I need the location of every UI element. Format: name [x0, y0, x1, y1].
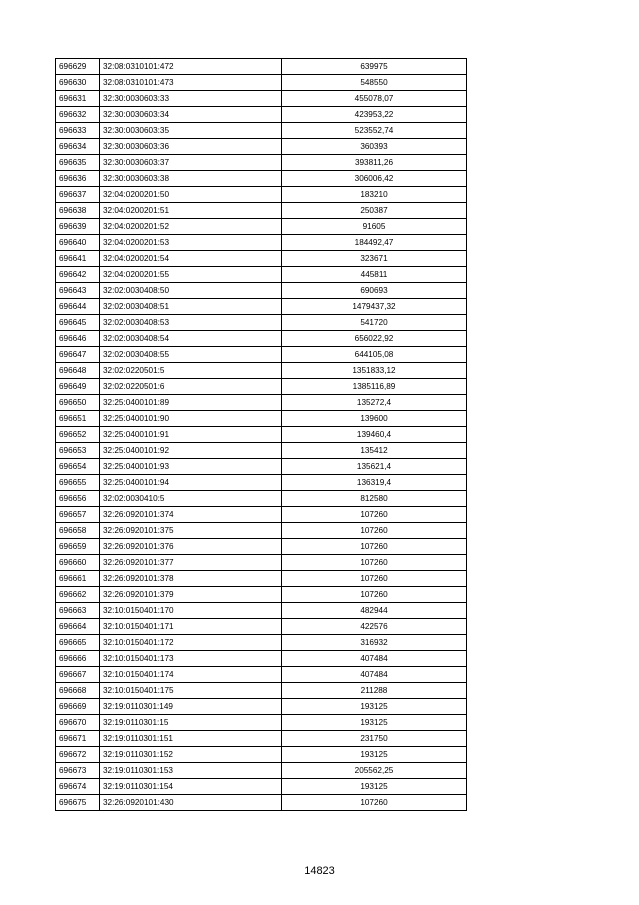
- table-row: [56, 171, 467, 187]
- cadastral-value-cell: 91605: [282, 219, 467, 235]
- row-number-cell: 696668: [56, 683, 100, 699]
- cadastral-value-cell: 250387: [282, 203, 467, 219]
- table-row: [56, 219, 467, 235]
- cadastral-number-cell: 32:26:0920101:376: [100, 539, 282, 555]
- row-number-cell: 696671: [56, 731, 100, 747]
- row-number-cell: 696669: [56, 699, 100, 715]
- cadastral-number-cell: 32:19:0110301:153: [100, 763, 282, 779]
- row-number-cell: 696672: [56, 747, 100, 763]
- row-number-cell: 696645: [56, 315, 100, 331]
- cadastral-number-cell: 32:25:0400101:94: [100, 475, 282, 491]
- cadastral-number-cell: 32:26:0920101:430: [100, 795, 282, 811]
- table-row: [56, 667, 467, 683]
- row-number-cell: 696659: [56, 539, 100, 555]
- row-number-cell: 696657: [56, 507, 100, 523]
- cadastral-value-cell: 205562,25: [282, 763, 467, 779]
- cadastral-value-cell: 107260: [282, 507, 467, 523]
- cadastral-value-cell: 323671: [282, 251, 467, 267]
- cadastral-number-cell: 32:30:0030603:38: [100, 171, 282, 187]
- row-number-cell: 696638: [56, 203, 100, 219]
- cadastral-number-cell: 32:25:0400101:89: [100, 395, 282, 411]
- cadastral-value-cell: 1479437,32: [282, 299, 467, 315]
- row-number-cell: 696633: [56, 123, 100, 139]
- cadastral-value-cell: 1351833,12: [282, 363, 467, 379]
- cadastral-value-cell: 407484: [282, 667, 467, 683]
- cadastral-number-cell: 32:02:0030408:53: [100, 315, 282, 331]
- table-row: [56, 619, 467, 635]
- cadastral-number-cell: 32:30:0030603:37: [100, 155, 282, 171]
- row-number-cell: 696641: [56, 251, 100, 267]
- cadastral-number-cell: 32:30:0030603:36: [100, 139, 282, 155]
- cadastral-value-cell: 548550: [282, 75, 467, 91]
- cadastral-number-cell: 32:19:0110301:152: [100, 747, 282, 763]
- cadastral-number-cell: 32:26:0920101:374: [100, 507, 282, 523]
- row-number-cell: 696640: [56, 235, 100, 251]
- cadastral-value-table: [55, 58, 467, 811]
- cadastral-number-cell: 32:30:0030603:34: [100, 107, 282, 123]
- cadastral-value-cell: 193125: [282, 779, 467, 795]
- cadastral-value-cell: 306006,42: [282, 171, 467, 187]
- row-number-cell: 696666: [56, 651, 100, 667]
- row-number-cell: 696646: [56, 331, 100, 347]
- cadastral-value-cell: 136319,4: [282, 475, 467, 491]
- cadastral-value-cell: 107260: [282, 555, 467, 571]
- row-number-cell: 696656: [56, 491, 100, 507]
- row-number-cell: 696667: [56, 667, 100, 683]
- cadastral-value-cell: 107260: [282, 571, 467, 587]
- row-number-cell: 696639: [56, 219, 100, 235]
- cadastral-value-cell: 107260: [282, 539, 467, 555]
- cadastral-number-cell: 32:04:0200201:52: [100, 219, 282, 235]
- cadastral-value-cell: 690693: [282, 283, 467, 299]
- row-number-cell: 696649: [56, 379, 100, 395]
- cadastral-number-cell: 32:02:0030410:5: [100, 491, 282, 507]
- row-number-cell: 696653: [56, 443, 100, 459]
- cadastral-number-cell: 32:30:0030603:35: [100, 123, 282, 139]
- cadastral-value-cell: 184492,47: [282, 235, 467, 251]
- table-row: [56, 363, 467, 379]
- table-row: [56, 715, 467, 731]
- cadastral-value-cell: 193125: [282, 747, 467, 763]
- table-row: [56, 427, 467, 443]
- table-row: [56, 683, 467, 699]
- cadastral-number-cell: 32:19:0110301:149: [100, 699, 282, 715]
- cadastral-number-cell: 32:10:0150401:170: [100, 603, 282, 619]
- table-row: [56, 299, 467, 315]
- table-body: [56, 59, 467, 811]
- table-row: [56, 347, 467, 363]
- cadastral-value-cell: 107260: [282, 795, 467, 811]
- cadastral-value-cell: 541720: [282, 315, 467, 331]
- cadastral-number-cell: 32:10:0150401:171: [100, 619, 282, 635]
- row-number-cell: 696674: [56, 779, 100, 795]
- table-row: [56, 603, 467, 619]
- cadastral-number-cell: 32:02:0220501:6: [100, 379, 282, 395]
- cadastral-number-cell: 32:10:0150401:173: [100, 651, 282, 667]
- row-number-cell: 696647: [56, 347, 100, 363]
- cadastral-number-cell: 32:25:0400101:93: [100, 459, 282, 475]
- table-row: [56, 91, 467, 107]
- cadastral-number-cell: 32:26:0920101:375: [100, 523, 282, 539]
- cadastral-number-cell: 32:25:0400101:92: [100, 443, 282, 459]
- cadastral-number-cell: 32:26:0920101:378: [100, 571, 282, 587]
- cadastral-number-cell: 32:02:0030408:54: [100, 331, 282, 347]
- cadastral-number-cell: 32:04:0200201:50: [100, 187, 282, 203]
- cadastral-number-cell: 32:08:0310101:472: [100, 59, 282, 75]
- row-number-cell: 696648: [56, 363, 100, 379]
- table-row: [56, 251, 467, 267]
- table-row: [56, 395, 467, 411]
- cadastral-number-cell: 32:02:0030408:50: [100, 283, 282, 299]
- cadastral-value-cell: 639975: [282, 59, 467, 75]
- cadastral-value-cell: 183210: [282, 187, 467, 203]
- table-row: [56, 779, 467, 795]
- cadastral-value-cell: 139600: [282, 411, 467, 427]
- table-row: [56, 75, 467, 91]
- table-row: [56, 491, 467, 507]
- cadastral-value-cell: 422576: [282, 619, 467, 635]
- cadastral-value-cell: 193125: [282, 699, 467, 715]
- table-row: [56, 123, 467, 139]
- cadastral-number-cell: 32:04:0200201:54: [100, 251, 282, 267]
- table-row: [56, 59, 467, 75]
- cadastral-number-cell: 32:19:0110301:15: [100, 715, 282, 731]
- cadastral-number-cell: 32:10:0150401:174: [100, 667, 282, 683]
- row-number-cell: 696673: [56, 763, 100, 779]
- cadastral-value-cell: 231750: [282, 731, 467, 747]
- row-number-cell: 696658: [56, 523, 100, 539]
- cadastral-number-cell: 32:04:0200201:51: [100, 203, 282, 219]
- table-row: [56, 155, 467, 171]
- row-number-cell: 696660: [56, 555, 100, 571]
- cadastral-value-cell: 482944: [282, 603, 467, 619]
- cadastral-number-cell: 32:19:0110301:154: [100, 779, 282, 795]
- table-row: [56, 187, 467, 203]
- cadastral-value-cell: 407484: [282, 651, 467, 667]
- table-row: [56, 315, 467, 331]
- table-row: [56, 203, 467, 219]
- table-row: [56, 107, 467, 123]
- table-row: [56, 443, 467, 459]
- cadastral-number-cell: 32:19:0110301:151: [100, 731, 282, 747]
- row-number-cell: 696632: [56, 107, 100, 123]
- cadastral-value-cell: 393811,26: [282, 155, 467, 171]
- cadastral-number-cell: 32:02:0220501:5: [100, 363, 282, 379]
- row-number-cell: 696642: [56, 267, 100, 283]
- cadastral-number-cell: 32:04:0200201:55: [100, 267, 282, 283]
- table-row: [56, 267, 467, 283]
- table-row: [56, 235, 467, 251]
- cadastral-value-cell: 360393: [282, 139, 467, 155]
- cadastral-value-cell: 1385116,89: [282, 379, 467, 395]
- table-row: [56, 731, 467, 747]
- cadastral-value-cell: 423953,22: [282, 107, 467, 123]
- row-number-cell: 696651: [56, 411, 100, 427]
- cadastral-number-cell: 32:26:0920101:377: [100, 555, 282, 571]
- row-number-cell: 696652: [56, 427, 100, 443]
- row-number-cell: 696630: [56, 75, 100, 91]
- row-number-cell: 696629: [56, 59, 100, 75]
- table-row: [56, 507, 467, 523]
- row-number-cell: 696665: [56, 635, 100, 651]
- row-number-cell: 696662: [56, 587, 100, 603]
- row-number-cell: 696661: [56, 571, 100, 587]
- cadastral-value-cell: 211288: [282, 683, 467, 699]
- cadastral-number-cell: 32:25:0400101:91: [100, 427, 282, 443]
- table-row: [56, 283, 467, 299]
- row-number-cell: 696663: [56, 603, 100, 619]
- cadastral-value-cell: 135272,4: [282, 395, 467, 411]
- table-row: [56, 331, 467, 347]
- cadastral-number-cell: 32:10:0150401:172: [100, 635, 282, 651]
- row-number-cell: 696636: [56, 171, 100, 187]
- row-number-cell: 696654: [56, 459, 100, 475]
- table-row: [56, 539, 467, 555]
- table-row: [56, 475, 467, 491]
- cadastral-number-cell: 32:30:0030603:33: [100, 91, 282, 107]
- table-row: [56, 635, 467, 651]
- row-number-cell: 696643: [56, 283, 100, 299]
- cadastral-number-cell: 32:25:0400101:90: [100, 411, 282, 427]
- cadastral-value-cell: 316932: [282, 635, 467, 651]
- table-row: [56, 587, 467, 603]
- table-row: [56, 795, 467, 811]
- table-row: [56, 763, 467, 779]
- table-row: [56, 699, 467, 715]
- row-number-cell: 696631: [56, 91, 100, 107]
- table-row: [56, 379, 467, 395]
- cadastral-number-cell: 32:04:0200201:53: [100, 235, 282, 251]
- row-number-cell: 696650: [56, 395, 100, 411]
- cadastral-value-cell: 523552,74: [282, 123, 467, 139]
- row-number-cell: 696664: [56, 619, 100, 635]
- cadastral-value-cell: 656022,92: [282, 331, 467, 347]
- cadastral-number-cell: 32:02:0030408:51: [100, 299, 282, 315]
- table-row: [56, 411, 467, 427]
- table-row: [56, 139, 467, 155]
- cadastral-number-cell: 32:02:0030408:55: [100, 347, 282, 363]
- row-number-cell: 696675: [56, 795, 100, 811]
- row-number-cell: 696670: [56, 715, 100, 731]
- table-row: [56, 571, 467, 587]
- cadastral-value-cell: 455078,07: [282, 91, 467, 107]
- row-number-cell: 696655: [56, 475, 100, 491]
- table-row: [56, 555, 467, 571]
- cadastral-value-cell: 107260: [282, 523, 467, 539]
- page-number: 14823: [304, 865, 335, 877]
- cadastral-value-cell: 139460,4: [282, 427, 467, 443]
- cadastral-value-cell: 135621,4: [282, 459, 467, 475]
- table-row: [56, 459, 467, 475]
- table-row: [56, 523, 467, 539]
- row-number-cell: 696634: [56, 139, 100, 155]
- row-number-cell: 696644: [56, 299, 100, 315]
- cadastral-number-cell: 32:26:0920101:379: [100, 587, 282, 603]
- cadastral-value-cell: 135412: [282, 443, 467, 459]
- cadastral-number-cell: 32:10:0150401:175: [100, 683, 282, 699]
- table-row: [56, 651, 467, 667]
- cadastral-value-cell: 644105,08: [282, 347, 467, 363]
- cadastral-value-cell: 193125: [282, 715, 467, 731]
- cadastral-value-cell: 812580: [282, 491, 467, 507]
- cadastral-value-cell: 445811: [282, 267, 467, 283]
- cadastral-number-cell: 32:08:0310101:473: [100, 75, 282, 91]
- row-number-cell: 696635: [56, 155, 100, 171]
- table-row: [56, 747, 467, 763]
- row-number-cell: 696637: [56, 187, 100, 203]
- cadastral-value-cell: 107260: [282, 587, 467, 603]
